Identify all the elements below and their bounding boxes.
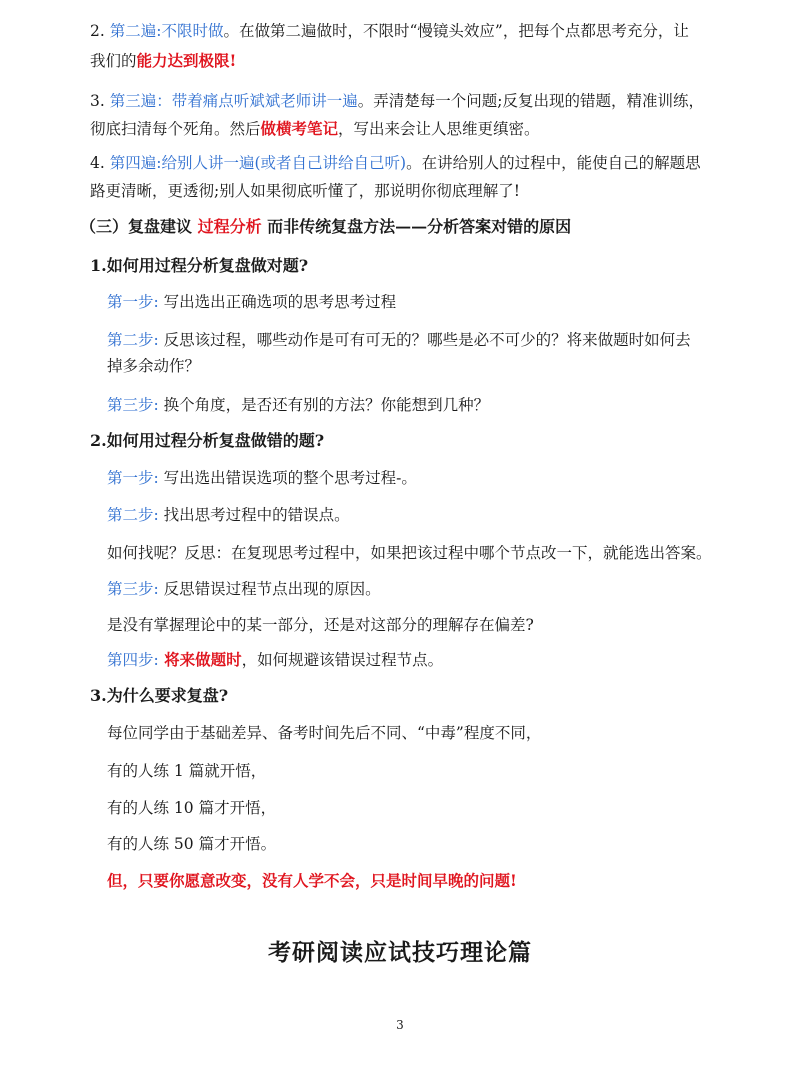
step-label: 第二步: bbox=[107, 506, 159, 524]
step-text: 找出思考过程中的错误点。 bbox=[158, 506, 350, 524]
step-label: 第一步: bbox=[107, 469, 159, 487]
step-label: 第三遍：带着痛点听斌斌老师讲一遍 bbox=[109, 92, 358, 110]
text: 彻底扫清每个死角。然后 bbox=[90, 120, 261, 138]
step-text: 。在做第二遍做时，不限时“慢镜头效应”，把每个点都思考充分，让 bbox=[223, 22, 689, 40]
step-text: ，如何规避该错误过程节点。 bbox=[241, 651, 444, 669]
q1-step-1 bbox=[107, 291, 396, 313]
step-label: 第三步: bbox=[107, 396, 159, 414]
step-text: 写出选出正确选项的思考思考过程 bbox=[158, 293, 397, 311]
para-2-line-2 bbox=[90, 50, 236, 72]
item-number: 4. bbox=[90, 154, 105, 172]
q2-step-1 bbox=[107, 467, 417, 489]
q3-line-3: 有的人练 10 篇才开悟， bbox=[107, 799, 277, 817]
text: ，写出来会让人思维更缜密。 bbox=[338, 120, 540, 138]
step-label: 第二遍:不限时做 bbox=[109, 22, 224, 40]
para-2-line-1 bbox=[90, 20, 689, 42]
q3-line-1: 每位同学由于基础差异、备考时间先后不同、“中毒”程度不同， bbox=[107, 724, 542, 742]
para-4-line-1 bbox=[90, 152, 701, 174]
q2-how-to-find: 如何找呢？反思：在复现思考过程中，如果把该过程中哪个节点改一下，就能选出答案。 bbox=[107, 544, 712, 562]
step-text: 。弄清楚每一个问题;反复出现的错题，精准训练， bbox=[357, 92, 704, 110]
para-3-line-1 bbox=[90, 90, 704, 112]
highlight-text: 能力达到极限! bbox=[136, 51, 237, 70]
section-suffix: 而非传统复盘方法——分析答案对错的原因 bbox=[261, 217, 572, 236]
highlight-text: 将来做题时 bbox=[158, 650, 242, 669]
step-label: 第三步: bbox=[107, 580, 159, 598]
q2-step-4 bbox=[107, 649, 443, 671]
q1-step-2 bbox=[107, 329, 691, 351]
q1-step-3 bbox=[107, 394, 489, 416]
q2-step-2 bbox=[107, 504, 350, 526]
item-number: 2. bbox=[90, 22, 105, 40]
section-3-heading bbox=[80, 216, 571, 238]
highlight-text: 做横考笔记 bbox=[260, 119, 339, 138]
step-label: 第四遍:给别人讲一遍(或者自己讲给自己听) bbox=[109, 154, 407, 172]
q2-reason: 是没有掌握理论中的某一部分，还是对这部分的理解存在偏差? bbox=[107, 616, 534, 634]
para-3-line-2 bbox=[90, 118, 540, 140]
step-text: 反思该过程，哪些动作是可有可无的？哪些是必不可少的？将来做题时如何去 bbox=[158, 331, 691, 349]
question-3-title: 3.为什么要求复盘? bbox=[90, 686, 229, 705]
step-text: 反思错误过程节点出现的原因。 bbox=[158, 580, 381, 598]
section-title: 考研阅读应试技巧理论篇 bbox=[268, 940, 532, 966]
question-2-title: 2.如何用过程分析复盘做错的题? bbox=[90, 431, 325, 450]
section-prefix: （三）复盘建议 bbox=[80, 217, 198, 236]
q1-step-2-line-2: 掉多余动作？ bbox=[107, 357, 201, 375]
q2-step-3 bbox=[107, 578, 381, 600]
step-label: 第二步: bbox=[107, 331, 159, 349]
step-label: 第四步: bbox=[107, 651, 159, 669]
section-highlight: 过程分析 bbox=[197, 217, 262, 236]
step-text: 换个角度，是否还有别的方法？你能想到几种？ bbox=[158, 396, 490, 414]
step-text: 。在讲给别人的过程中，能使自己的解题思 bbox=[406, 154, 701, 172]
para-4-line-2 bbox=[90, 180, 520, 202]
closing-statement: 但，只要你愿意改变，没有人学不会，只是时间早晚的问题! bbox=[107, 871, 517, 890]
step-label: 第一步: bbox=[107, 293, 159, 311]
text: 我们的 bbox=[90, 52, 137, 70]
page-number: 3 bbox=[396, 1018, 404, 1032]
question-1-title: 1.如何用过程分析复盘做对题? bbox=[90, 256, 309, 275]
q3-line-2: 有的人练 1 篇就开悟， bbox=[107, 762, 267, 780]
item-number: 3. bbox=[90, 92, 105, 110]
text: 路更清晰，更透彻;别人如果彻底听懂了，那说明你彻底理解了! bbox=[90, 182, 520, 200]
q3-line-4: 有的人练 50 篇才开悟。 bbox=[107, 835, 277, 853]
step-text: 写出选出错误选项的整个思考过程-。 bbox=[158, 469, 417, 487]
